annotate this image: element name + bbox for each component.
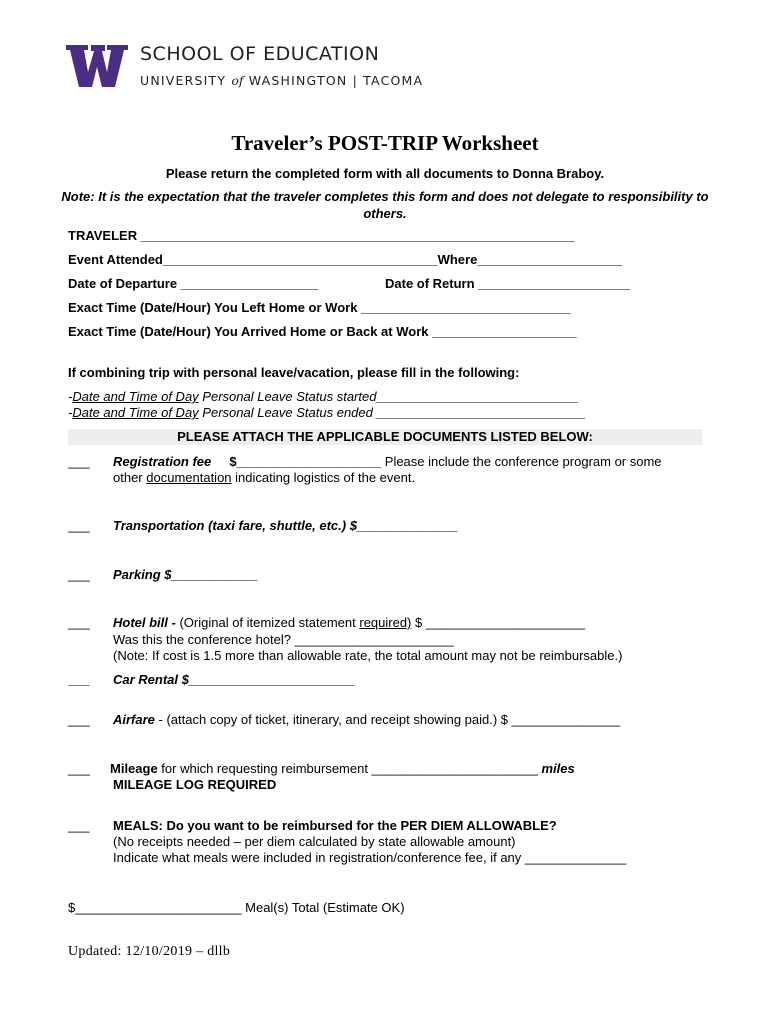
airfare-desc: - (attach copy of ticket, itinerary, and receipt showing paid.) $ _______________ [154, 712, 621, 727]
meals-checkbox[interactable]: ___ [68, 818, 90, 833]
registration-desc-line2 [113, 470, 415, 485]
expectation-note: Note: It is the expectation that the traveler completes this form and does not delegate to responsibility to others. [61, 189, 709, 221]
leave-ended-label: Personal Leave Status ended _____________________________ [198, 405, 587, 420]
leave-ended-field[interactable] [68, 405, 586, 420]
transportation-checkbox[interactable]: ___ [68, 518, 90, 533]
documentation-link: documentation [146, 470, 232, 485]
car-rental-checkbox[interactable]: ___ [68, 672, 90, 687]
registration-amount-field[interactable]: $____________________ [229, 454, 382, 469]
date-return-field[interactable]: Date of Return _____________________ [385, 276, 631, 291]
meals-heading: MEALS: Do you want to be reimbursed for the PER DIEM ALLOWABLE? [113, 818, 557, 833]
meals-total-field[interactable]: $_______________________ Meal(s) Total (Estimate OK) [68, 900, 405, 915]
registration-desc: Please include the conference program or some [381, 454, 662, 469]
updated-date: Updated: 12/10/2019 – dllb [68, 944, 231, 959]
time-arrived-field[interactable]: Exact Time (Date/Hour) You Arrived Home or Back at Work ____________________ [68, 324, 577, 339]
desc-post: indicating logistics of the event. [231, 470, 416, 485]
car-rental-item[interactable]: Car Rental $_______________________ [113, 672, 356, 687]
hotel-label: Hotel bill - [113, 615, 180, 630]
date-departure-field[interactable]: Date of Departure ___________________ [68, 276, 319, 291]
hotel-amount-field[interactable]: $ ______________________ [411, 615, 585, 630]
hotel-note: (Note: If cost is 1.5 more than allowable rate, the total amount may not be reimbursable.) [113, 648, 623, 663]
transportation-item[interactable]: Transportation (taxi fare, shuttle, etc.) $______________ [113, 518, 459, 533]
mileage-desc: for which requesting reimbursement _______________________ [157, 761, 542, 776]
time-left-field[interactable]: Exact Time (Date/Hour) You Left Home or Work _____________________________ [68, 300, 571, 315]
airfare-checkbox[interactable]: ___ [68, 712, 90, 727]
dash: - [68, 389, 73, 404]
miles-unit: miles [541, 761, 575, 776]
hotel-checkbox[interactable]: ___ [68, 615, 90, 630]
conference-hotel-question[interactable]: Was this the conference hotel? ______________________ [113, 632, 454, 647]
mileage-item[interactable] [110, 761, 575, 776]
attach-documents-banner [68, 429, 702, 445]
mileage-label: Mileage [110, 761, 158, 776]
event-attended-field[interactable]: Event Attended______________________________________Where____________________ [68, 252, 622, 267]
dash: - [68, 405, 73, 420]
meals-included-field[interactable]: Indicate what meals were included in registration/conference fee, if any ______________ [113, 850, 627, 865]
desc-pre: other [113, 470, 147, 485]
required-link: required) [359, 615, 412, 630]
banner-text: PLEASE ATTACH THE APPLICABLE DOCUMENTS LISTED BELOW: [177, 429, 593, 444]
page-title: Traveler’s POST-TRIP Worksheet [231, 131, 539, 155]
hotel-pre: (Original of itemized statement [179, 615, 360, 630]
airfare-item[interactable] [113, 712, 620, 727]
subtitle: Please return the completed form with all documents to Donna Braboy. [165, 166, 605, 181]
registration-checkbox[interactable]: ___ [68, 454, 90, 469]
leave-started-field[interactable] [68, 389, 579, 404]
date-time-link: Date and Time of Day [72, 389, 199, 404]
airfare-label: Airfare [113, 712, 155, 727]
school-name: SCHOOL OF EDUCATION [140, 43, 380, 65]
university-name [140, 73, 423, 88]
uw-logo-w-icon [66, 45, 128, 87]
date-time-link: Date and Time of Day [72, 405, 199, 420]
hotel-item[interactable] [113, 615, 585, 630]
univ-post: WASHINGTON | TACOMA [248, 73, 424, 88]
personal-leave-heading: If combining trip with personal leave/vacation, please fill in the following: [68, 365, 520, 380]
registration-item [113, 454, 662, 469]
mileage-log-required: MILEAGE LOG REQUIRED [113, 777, 277, 792]
univ-pre: UNIVERSITY [140, 73, 227, 88]
parking-item[interactable]: Parking $____________ [113, 567, 259, 582]
meals-note: (No receipts needed – per diem calculated by state allowable amount) [113, 834, 516, 849]
univ-of: of [231, 73, 244, 88]
traveler-field[interactable]: TRAVELER ____________________________________________________________ [68, 228, 575, 243]
mileage-checkbox[interactable]: ___ [68, 761, 90, 776]
leave-started-label: Personal Leave Status started____________________________ [198, 389, 579, 404]
registration-label: Registration fee [113, 454, 212, 469]
parking-checkbox[interactable]: ___ [68, 567, 90, 582]
